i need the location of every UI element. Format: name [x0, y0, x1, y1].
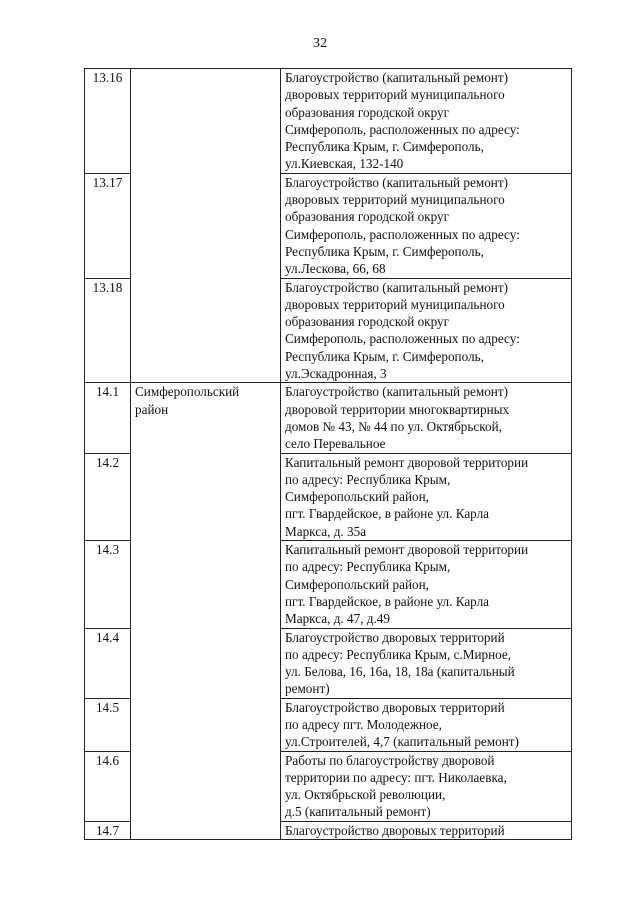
district-cell: [131, 69, 281, 383]
row-number: 14.3: [85, 541, 131, 628]
row-number: 14.4: [85, 628, 131, 698]
description-line: образования городской округ: [285, 209, 450, 225]
description-line: Благоустройство дворовых территорий: [285, 699, 505, 715]
description-line: домов № 43, № 44 по ул. Октябрьской,: [285, 418, 502, 434]
description-line: ул.Киевская, 132-140: [285, 156, 404, 172]
description-line: Симферополь, расположенных по адресу:: [285, 226, 520, 242]
description-line: образования городской округ: [285, 104, 450, 120]
district-name: Симферопольский: [135, 384, 240, 400]
description-cell: [281, 69, 572, 174]
description-line: территории по адресу: пгт. Николаевка,: [285, 769, 507, 785]
description-line: Симферополь, расположенных по адресу:: [285, 121, 520, 137]
row-number: 13.18: [85, 278, 131, 383]
description-cell: [281, 173, 572, 278]
row-number: 13.16: [85, 69, 131, 174]
description-line: Республика Крым, г. Симферополь,: [285, 139, 484, 155]
description-line: по адресу: Республика Крым,: [285, 471, 451, 487]
description-cell: [281, 821, 572, 839]
table-row: [85, 383, 572, 453]
description-line: Капитальный ремонт дворовой территории: [285, 454, 529, 470]
description-cell: [281, 628, 572, 698]
description-cell: [281, 278, 572, 383]
row-number: 14.2: [85, 453, 131, 540]
description-line: по адресу пгт. Молодежное,: [285, 716, 442, 732]
description-line: дворовой территории многоквартирных: [285, 401, 510, 417]
page-number: 32: [313, 36, 327, 51]
description-line: дворовых территорий муниципального: [285, 296, 505, 312]
row-number: 14.1: [85, 383, 131, 453]
district-name: район: [135, 401, 169, 417]
description-line: Симферопольский район,: [285, 489, 429, 505]
description-line: село Перевальное: [285, 436, 386, 452]
table-row: [85, 69, 572, 174]
description-line: ул.Строителей, 4,7 (капитальный ремонт): [285, 734, 519, 750]
description-line: Благоустройство (капитальный ремонт): [285, 384, 509, 400]
description-line: Благоустройство (капитальный ремонт): [285, 174, 509, 190]
description-line: Благоустройство (капитальный ремонт): [285, 70, 509, 85]
description-cell: [281, 383, 572, 453]
description-line: Работы по благоустройству дворовой: [285, 752, 495, 768]
description-line: Благоустройство дворовых территорий: [285, 822, 505, 838]
description-line: по адресу: Республика Крым,: [285, 559, 451, 575]
description-line: пгт. Гвардейское, в районе ул. Карла: [285, 593, 490, 609]
description-line: Маркса, д. 35а: [285, 523, 367, 539]
description-line: дворовых территорий муниципального: [285, 87, 505, 103]
description-cell: [281, 751, 572, 821]
description-line: образования городской округ: [285, 314, 450, 330]
district-cell: [131, 383, 281, 840]
row-number: 14.5: [85, 698, 131, 751]
row-number: 13.17: [85, 173, 131, 278]
description-line: Симферополь, расположенных по адресу:: [285, 331, 520, 347]
description-cell: [281, 541, 572, 628]
row-number: 14.7: [85, 821, 131, 839]
description-cell: [281, 453, 572, 540]
description-line: Благоустройство дворовых территорий: [285, 629, 505, 645]
description-line: Маркса, д. 47, д.49: [285, 611, 390, 627]
description-line: Благоустройство (капитальный ремонт): [285, 279, 509, 295]
description-line: Симферопольский район,: [285, 576, 429, 592]
description-line: пгт. Гвардейское, в районе ул. Карла: [285, 506, 490, 522]
works-table: [84, 68, 572, 840]
description-line: Республика Крым, г. Симферополь,: [285, 348, 484, 364]
description-line: дворовых территорий муниципального: [285, 192, 505, 208]
description-line: Капитальный ремонт дворовой территории: [285, 542, 529, 558]
description-line: Республика Крым, г. Симферополь,: [285, 243, 484, 259]
description-line: по адресу: Республика Крым, с.Мирное,: [285, 646, 512, 662]
description-line: ул. Белова, 16, 16а, 18, 18а (капитальный: [285, 664, 515, 680]
description-cell: [281, 698, 572, 751]
description-line: ремонт): [285, 681, 330, 697]
description-line: ул.Лескова, 66, 68: [285, 261, 386, 277]
description-line: ул.Эскадронная, 3: [285, 366, 387, 382]
row-number: 14.6: [85, 751, 131, 821]
description-line: д.5 (капитальный ремонт): [285, 804, 431, 820]
description-line: ул. Октябрьской революции,: [285, 787, 446, 803]
